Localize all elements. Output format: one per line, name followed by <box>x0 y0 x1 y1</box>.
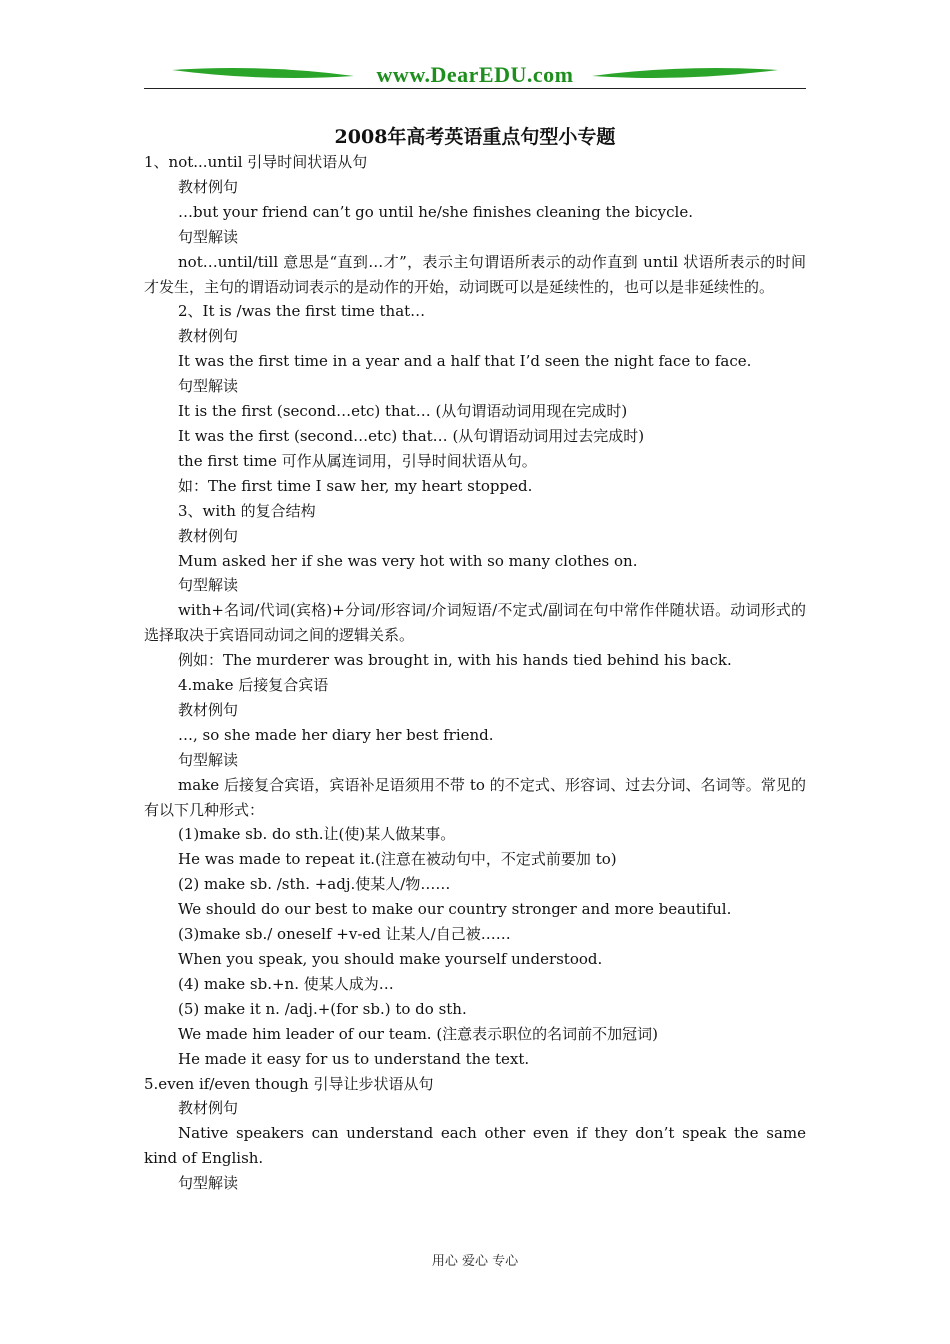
section-heading: 3、with 的复合结构 <box>178 501 316 520</box>
document-body <box>144 150 806 1196</box>
example-sentence: Mum asked her if she was very hot with so many clothes on. <box>178 551 638 570</box>
example-sentence: When you speak, you should make yourself understood. <box>178 950 603 968</box>
example-sentence: 例如：The murderer was brought in, with his hands tied behind his back. <box>178 651 732 670</box>
label-example: 教材例句 <box>178 327 239 346</box>
analysis-paragraph: not…until/till 意思是“直到…才”，表示主句谓语所表示的动作直到 until 状语所表示的时间才发生，主句的谓语动词表示的是动作的开始，动词既可以是延续性的，也可以是非延续性的。 <box>144 252 806 296</box>
usage-pattern: (3)make sb./ oneself +v-ed 让某人/自己被…… <box>178 925 511 944</box>
label-example: 教材例句 <box>178 700 239 719</box>
section-heading: 2、It is /was the first time that… <box>178 302 426 321</box>
analysis-line: the first time 可作从属连词用，引导时间状语从句。 <box>178 451 537 470</box>
usage-pattern: (4) make sb.+n. 使某人成为… <box>178 974 394 993</box>
example-sentence: It was the first time in a year and a half that I’d seen the night face to face. <box>178 352 752 371</box>
example-sentence: …, so she made her diary her best friend. <box>178 725 494 744</box>
example-sentence: He made it easy for us to understand the text. <box>178 1049 530 1068</box>
label-analysis: 句型解读 <box>178 377 239 396</box>
analysis-paragraph: with+名词/代词(宾格)+分词/形容词/介词短语/不定式/副词在句中常作伴随状语。动词形式的选择取决于宾语同动词之间的逻辑关系。 <box>144 601 806 645</box>
analysis-line: It was the first (second…etc) that… (从句谓语动词用过去完成时) <box>178 426 645 445</box>
label-example: 教材例句 <box>178 177 239 196</box>
section-heading: 5.even if/even though 引导让步状语从句 <box>144 1074 434 1093</box>
analysis-line: It is the first (second…etc) that… (从句谓语动词用现在完成时) <box>178 402 628 421</box>
section-heading: 4.make 后接复合宾语 <box>178 676 329 695</box>
label-analysis: 句型解读 <box>178 1174 239 1193</box>
example-sentence: He was made to repeat it.(注意在被动句中，不定式前要加 to) <box>178 850 617 869</box>
example-sentence: 如：The first time I saw her, my heart stopped. <box>178 476 533 495</box>
example-sentence: …but your friend can’t go until he/she finishes cleaning the bicycle. <box>178 202 693 221</box>
page-title: 2008年高考英语重点句型小专题 <box>334 126 616 148</box>
example-sentence: We made him leader of our team. (注意表示职位的名词前不加冠词) <box>178 1024 659 1043</box>
label-analysis: 句型解读 <box>178 576 239 595</box>
usage-pattern: (5) make it n. /adj.+(for sb.) to do sth. <box>178 999 467 1018</box>
usage-pattern: (2) make sb. /sth. +adj.使某人/物…… <box>178 875 451 894</box>
site-header <box>144 58 806 92</box>
site-url: www.DearEDU.com <box>376 62 574 87</box>
example-sentence: Native speakers can understand each other even if they don’t speak the same kind of English. <box>144 1124 806 1168</box>
label-example: 教材例句 <box>178 1099 239 1118</box>
analysis-paragraph: make 后接复合宾语，宾语补足语须用不带 to 的不定式、形容词、过去分词、名词等。常见的有以下几种形式： <box>144 775 806 819</box>
label-analysis: 句型解读 <box>178 750 239 769</box>
label-analysis: 句型解读 <box>178 227 239 246</box>
section-heading: 1、not...until 引导时间状语从句 <box>144 153 368 171</box>
usage-pattern: (1)make sb. do sth.让(使)某人做某事。 <box>178 825 456 844</box>
page-footer: 用心 爱心 专心 <box>431 1254 519 1269</box>
header-divider <box>144 88 806 89</box>
example-sentence: We should do our best to make our country stronger and more beautiful. <box>178 900 732 919</box>
label-example: 教材例句 <box>178 526 239 545</box>
